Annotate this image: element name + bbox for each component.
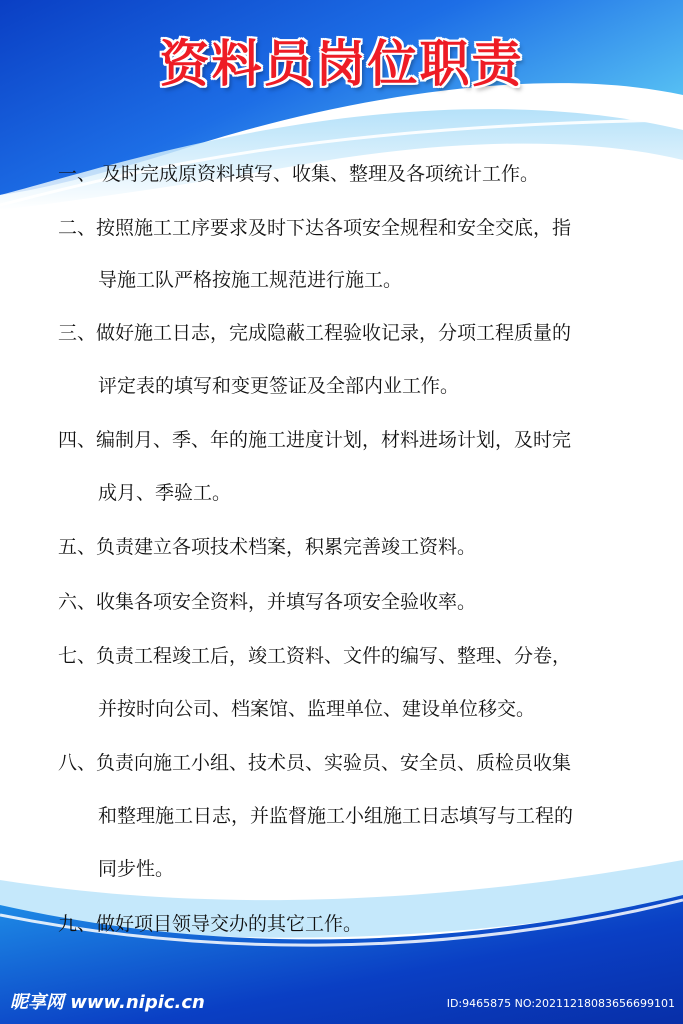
duty-8-line-2: 和整理施工日志，并监督施工小组施工日志填写与工程的 [98, 805, 574, 827]
watermark-logo: 昵享网 www.nipic.cn [10, 992, 205, 1013]
duty-4-line-2: 成月、季验工。 [98, 482, 232, 504]
image-id-text: ID:9465875 NO:20211218083656699101 [446, 997, 675, 1010]
duty-5-line-1: 五、负责建立各项技术档案，积累完善竣工资料。 [58, 536, 477, 558]
duty-8-line-1: 八、负责向施工小组、技术员、实验员、安全员、质检员收集 [58, 752, 572, 774]
page-title: 资料员岗位职责 [159, 35, 524, 93]
duty-4-line-1: 四、编制月、季、年的施工进度计划，材料进场计划，及时完 [58, 429, 572, 451]
duty-1-line-1: 一、 及时完成原资料填写、收集、整理及各项统计工作。 [58, 163, 540, 185]
duty-7-line-2: 并按时向公司、档案馆、监理单位、建设单位移交。 [98, 698, 536, 720]
duty-6-line-1: 六、收集各项安全资料，并填写各项安全验收率。 [58, 591, 477, 613]
duty-7-line-1: 七、负责工程竣工后，竣工资料、文件的编写、整理、分卷， [58, 645, 572, 667]
duty-9-line-1: 九、做好项目领导交办的其它工作。 [58, 913, 363, 935]
duty-8-line-3: 同步性。 [98, 858, 175, 880]
duty-2-line-1: 二、按照施工工序要求及时下达各项安全规程和安全交底，指 [58, 217, 572, 239]
duty-2-line-2: 导施工队严格按施工规范进行施工。 [98, 269, 403, 291]
duty-3-line-1: 三、做好施工日志，完成隐蔽工程验收记录，分项工程质量的 [58, 322, 572, 344]
duty-3-line-2: 评定表的填写和变更签证及全部内业工作。 [98, 375, 460, 397]
